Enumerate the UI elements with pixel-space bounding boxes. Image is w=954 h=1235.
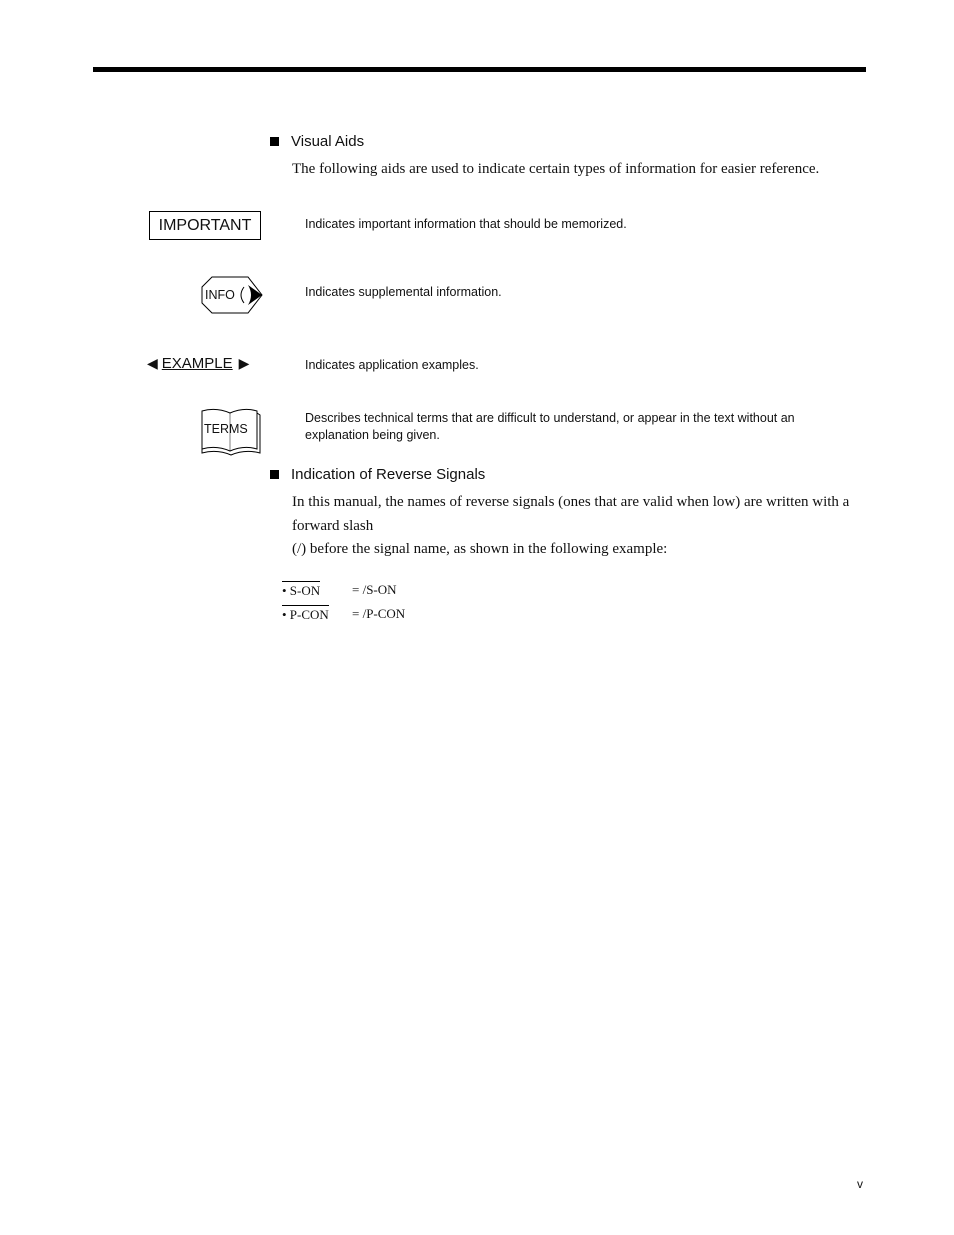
right-triangle-icon: ▶	[238, 355, 250, 371]
signal-example-row	[282, 605, 406, 623]
square-bullet-icon	[270, 137, 279, 146]
left-triangle-icon: ◀	[147, 355, 158, 371]
signal-name-overlined: • P-CON	[282, 607, 329, 622]
signal-name-overlined: • S-ON	[282, 583, 321, 598]
terms-description	[305, 410, 850, 444]
header-rule	[93, 67, 866, 72]
signal-example-row	[282, 581, 397, 599]
visual-aids-heading-text: Visual Aids	[291, 133, 365, 150]
important-badge	[149, 211, 261, 240]
info-label: INFO	[205, 288, 235, 302]
reverse-signals-line2: forward slash	[292, 517, 374, 534]
reverse-signals-heading-text: Indication of Reverse Signals	[291, 466, 486, 483]
reverse-signals-line3: (/) before the signal name, as shown in the following example:	[292, 541, 668, 557]
important-description: Indicates important information that should be memorized.	[305, 217, 627, 231]
terms-description-line2: explanation being given.	[305, 428, 440, 442]
visual-aids-intro: The following aids are used to indicate certain types of information for easier reference.	[292, 161, 820, 177]
important-label: IMPORTANT	[158, 216, 252, 234]
page-number: v	[857, 1177, 863, 1191]
signal-equivalent: = /P-CON	[352, 606, 406, 621]
example-description: Indicates application examples.	[305, 358, 479, 372]
reverse-signals-line1: In this manual, the names of reverse signals (ones that are valid when low) are written with a	[292, 494, 850, 510]
example-badge	[147, 355, 249, 372]
square-bullet-icon	[270, 470, 279, 479]
example-label: EXAMPLE	[161, 355, 233, 372]
signal-equivalent: = /S-ON	[352, 582, 397, 597]
terms-description-line1: Describes technical terms that are difficult to understand, or appear in the text without an	[305, 411, 795, 425]
visual-aids-heading	[270, 133, 364, 150]
reverse-signals-heading	[270, 466, 485, 483]
terms-label: TERMS	[204, 422, 248, 436]
info-description: Indicates supplemental information.	[305, 285, 502, 299]
reverse-signals-paragraph	[292, 491, 872, 562]
